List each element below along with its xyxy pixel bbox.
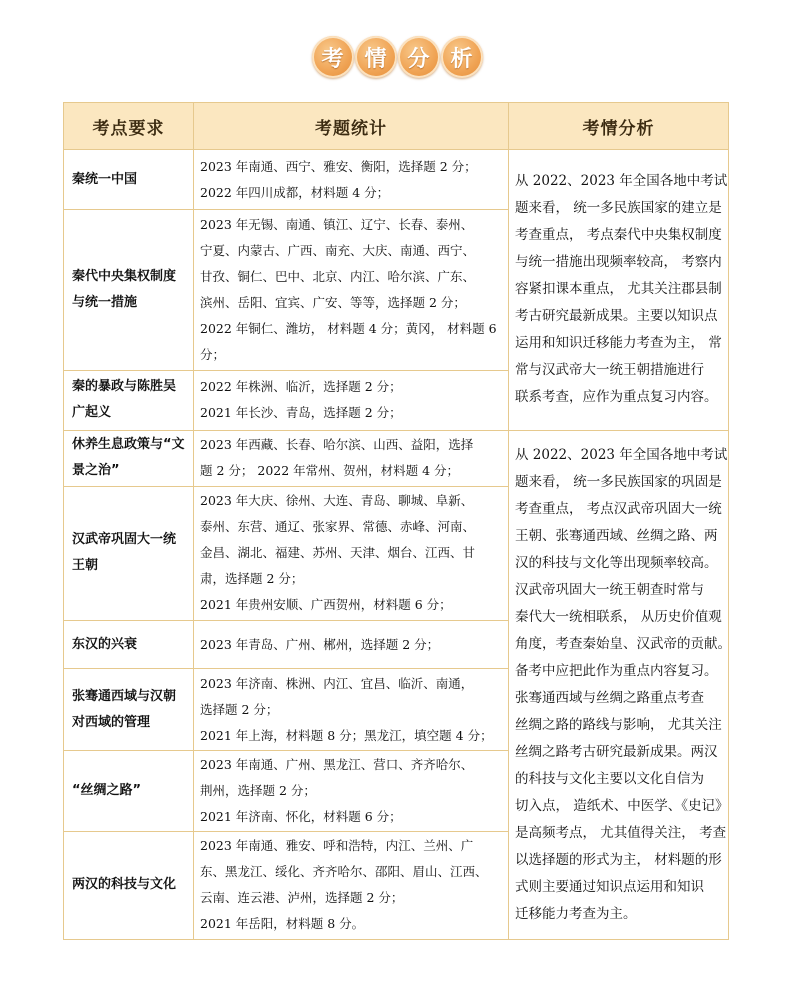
topic-cell [64, 150, 194, 210]
topic-text: 景之治” [72, 463, 120, 479]
stats-text: 2023 年大庆、徐州、大连、青岛、聊城、阜新、 [200, 493, 474, 509]
stats-text: 选择题 2 分； [200, 701, 279, 717]
topic-cell [64, 210, 194, 370]
topic-text: 广起义 [72, 405, 112, 421]
header-analysis: 考情分析 [509, 103, 729, 150]
analysis-text: 以选择题的形式为主， 材料题的形 [515, 851, 722, 868]
stats-text: 东、黑龙江、绥化、齐齐哈尔、邵阳、眉山、江西、 [200, 864, 488, 880]
stats-text: 甘孜、铜仁、巴中、北京、内江、哈尔滨、广东、 [200, 268, 476, 284]
analysis-text: 汉的科技与文化等出现频率较高。 [515, 554, 718, 571]
analysis-text: 角度，考查秦始皇、汉武帝的贡献。 [515, 635, 731, 652]
analysis-text: 考查重点， 考点秦代中央集权制度 [515, 227, 722, 244]
analysis-text: 丝绸之路考古研究最新成果。两汉 [515, 743, 718, 760]
analysis-text: 是高频考点， 尤其值得关注， 考查 [515, 824, 727, 841]
stats-cell [194, 669, 509, 751]
stats-cell [194, 831, 509, 939]
stats-text: 荆州，选择题 2 分； [200, 783, 316, 799]
topic-cell [64, 370, 194, 430]
stats-text: 滨州、岳阳、宜宾、广安、等等，选择题 2 分； [200, 294, 466, 310]
stats-text: 2022 年四川成都，材料题 4 分； [200, 184, 390, 200]
stats-text: 2021 年济南、怀化，材料题 6 分； [200, 809, 402, 825]
analysis-text: 王朝、张骞通西域、丝绸之路、两 [515, 527, 718, 544]
title-badge: 分 [398, 36, 440, 78]
stats-cell [194, 751, 509, 831]
header-topic: 考点要求 [64, 103, 194, 150]
stats-text: 2022 年株洲、临沂，选择题 2 分； [200, 379, 402, 395]
stats-cell [194, 486, 509, 620]
page-title [0, 36, 794, 80]
stats-cell [194, 150, 509, 210]
analysis-text: 从 2022、2023 年全国各地中考试 [515, 446, 728, 463]
analysis-cell [509, 430, 729, 939]
analysis-text: 的科技与文化主要以文化自信为 [515, 770, 704, 787]
stats-text: 2023 年无锡、南通、镇江、辽宁、长春、泰州、 [200, 216, 474, 232]
analysis-text: 切入点， 造纸术、中医学、《史记》 [515, 797, 729, 814]
analysis-text: 张骞通西域与丝绸之路重点考查 [515, 689, 704, 706]
stats-text: 2023 年南通、雅安、呼和浩特，内江、兰州、广 [200, 838, 474, 854]
stats-text: 2023 年南通、广州、黑龙江、营口、齐齐哈尔、 [200, 757, 474, 773]
analysis-text: 考查重点， 考点汉武帝巩固大一统 [515, 500, 722, 517]
analysis-text: 容紧扣课本重点， 尤其关注郡县制 [515, 281, 722, 298]
stats-text: 2023 年济南、株洲、内江、宜昌、临沂、南通， [200, 675, 474, 691]
topic-text: 休养生息政策与“文 [72, 437, 185, 453]
stats-cell [194, 621, 509, 669]
analysis-text: 式则主要通过知识点运用和知识 [515, 878, 704, 895]
analysis-text: 备考中应把此作为重点内容复习。 [515, 662, 718, 679]
topic-cell [64, 751, 194, 831]
topic-cell [64, 669, 194, 751]
analysis-text: 丝绸之路的路线与影响， 尤其关注 [515, 716, 722, 733]
stats-text: 题 2 分； 2022 年常州、贺州，材料题 4 分； [200, 463, 460, 479]
stats-text: 分； [200, 346, 226, 362]
stats-text: 2021 年上海，材料题 8 分；黑龙江，填空题 4 分； [200, 727, 493, 743]
topic-text: 张骞通西域与汉朝 [72, 688, 177, 704]
stats-text: 2022 年铜仁、潍坊， 材料题 4 分；黄冈， 材料题 6 [200, 320, 497, 336]
stats-text: 2023 年南通、西宁、雅安、衡阳，选择题 2 分； [200, 158, 477, 174]
topic-text: 秦统一中国 [72, 171, 138, 187]
analysis-text: 运用和知识迁移能力考查为主， 常 [515, 335, 722, 352]
stats-text: 2023 年青岛、广州、郴州，选择题 2 分； [200, 636, 440, 652]
table-row [64, 430, 729, 486]
stats-text: 云南、连云港、泸州，选择题 2 分； [200, 890, 404, 906]
topic-text: 两汉的科技与文化 [72, 877, 177, 893]
analysis-text: 考古研究最新成果。主要以知识点 [515, 308, 718, 325]
topic-text: 对西域的管理 [72, 714, 151, 730]
title-badge: 情 [355, 36, 397, 78]
topic-text: 王朝 [72, 558, 99, 574]
topic-text: “丝绸之路” [72, 783, 142, 799]
title-badge: 考 [312, 36, 354, 78]
analysis-text: 题来看， 统一多民族国家的建立是 [515, 200, 722, 217]
stats-text: 2021 年长沙、青岛，选择题 2 分； [200, 405, 402, 421]
analysis-text: 汉武帝巩固大一统王朝查时常与 [515, 581, 704, 598]
exam-analysis-table [63, 102, 729, 940]
analysis-text: 迁移能力考查为主。 [515, 905, 637, 922]
stats-text: 泰州、东营、通辽、张家界、常德、赤峰、河南、 [200, 519, 476, 535]
header-row [64, 103, 729, 150]
analysis-cell [509, 150, 729, 431]
topic-cell [64, 831, 194, 939]
topic-text: 与统一措施 [72, 294, 138, 310]
stats-text: 2021 年贵州安顺、广西贺州，材料题 6 分； [200, 597, 452, 613]
topic-text: 东汉的兴衰 [72, 636, 138, 652]
topic-cell [64, 486, 194, 620]
stats-cell [194, 210, 509, 370]
analysis-text: 从 2022、2023 年全国各地中考试 [515, 173, 728, 190]
stats-text: 2021 年岳阳，材料题 8 分。 [200, 916, 365, 932]
topic-text: 秦代中央集权制度 [72, 268, 177, 284]
analysis-text: 与统一措施出现频率较高， 考察内 [515, 254, 722, 271]
topic-text: 汉武帝巩固大一统 [72, 532, 177, 548]
stats-text: 金昌、湖北、福建、苏州、天津、烟台、江西、甘 [200, 545, 476, 561]
table-row [64, 150, 729, 210]
stats-cell [194, 430, 509, 486]
analysis-text: 联系考查，应作为重点复习内容。 [515, 389, 718, 406]
topic-cell [64, 430, 194, 486]
topic-text: 秦的暴政与陈胜吴 [72, 379, 177, 395]
topic-cell [64, 621, 194, 669]
stats-cell [194, 370, 509, 430]
analysis-text: 题来看， 统一多民族国家的巩固是 [515, 473, 722, 490]
stats-text: 2023 年西藏、长春、哈尔滨、山西、益阳，选择 [200, 437, 474, 453]
header-stats: 考题统计 [194, 103, 509, 150]
title-badge: 析 [441, 36, 483, 78]
stats-text: 宁夏、内蒙古、广西、南充、大庆、南通、西宁、 [200, 242, 476, 258]
stats-text: 肃，选择题 2 分； [200, 571, 304, 587]
analysis-text: 秦代大一统相联系， 从历史价值观 [515, 608, 722, 625]
analysis-text: 常与汉武帝大一统王朝措施进行 [515, 362, 704, 379]
